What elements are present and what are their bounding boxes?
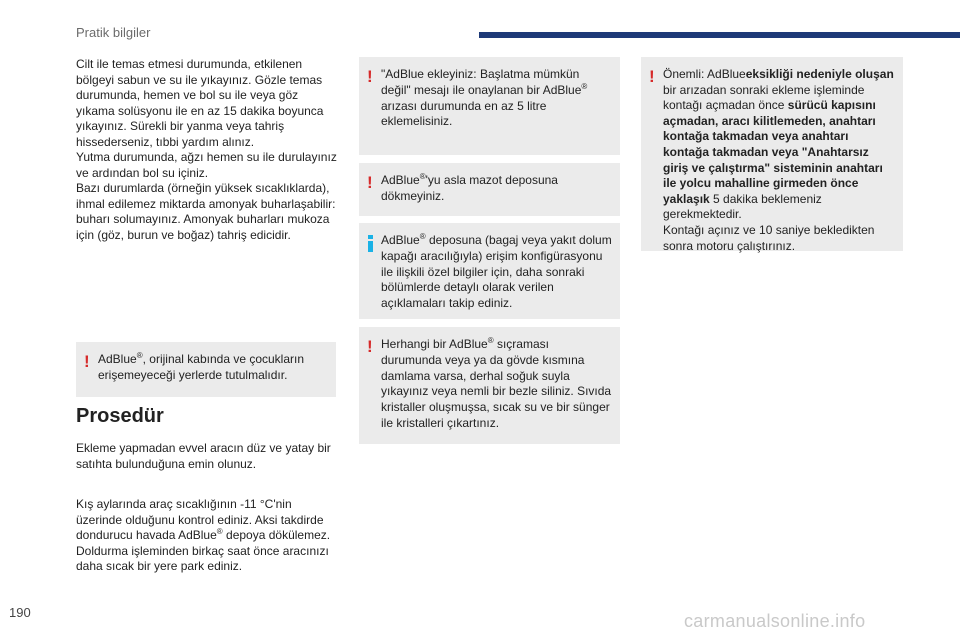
first-aid-text	[76, 57, 340, 243]
warning-icon: !	[367, 67, 373, 86]
page-number: 190	[9, 605, 31, 620]
note-text: Önemli: AdBlue	[663, 67, 746, 81]
paragraph-skin-eye-contact: Cilt ile temas etmesi durumunda, etkilenen bölgeyi sabun ve su ile yıkayınız. Gözle temas durumunda, hemen ve bol su ile veya göz yıkama solüsyonu ile en az 15 dakika boyunca yıkayınız. Sürekli bir yanma veya tahriş hissederseniz, tıbbi yardım alınız.	[76, 57, 324, 149]
section-header-title: Pratik bilgiler	[76, 25, 151, 40]
warning-note-children	[76, 342, 336, 397]
note-text: 5 dakika beklemeniz gerekmektedir.	[663, 191, 822, 222]
registered-mark: ®	[216, 527, 223, 536]
procedure-paragraph-winter	[76, 497, 340, 575]
note-bold-text: sürücü kapısını açmadan, aracı kilitlemeden, anahtarı kontağa takmadan veya anahtarı kontağa takmadan veya "Anahtarsız giriş ve çalıştırma" sisteminin anahtarı ile yolcu mahalline girmeden önce yaklaşık	[663, 98, 883, 206]
note-text: Kontağı açınız ve 10 saniye bekledikten sonra motoru çalıştırınız.	[663, 222, 875, 253]
note-text: AdBlue	[381, 233, 420, 247]
paragraph-ammonia-vapour: Bazı durumlarda (örneğin yüksek sıcaklıklarda), ihmal edilemez miktarda amonyak buharlaşabilir: buharı solumayınız. Amonyak buharları mukoza için (göz, burun ve boğaz) tahriş edicidir.	[76, 181, 336, 242]
warning-note-minimum-litres	[359, 57, 620, 155]
paragraph-swallowing: Yutma durumunda, ağzı hemen su ile durulayınız ve ardından bol su içiniz.	[76, 150, 337, 180]
registered-mark: ®	[581, 81, 588, 91]
warning-icon: !	[649, 67, 655, 86]
text-part: Kış aylarında araç sıcaklığının -11 °C'nin üzerinde olduğunu kontrol ediniz. Aksi takdirde dondurucu havada AdBlue	[76, 497, 324, 542]
registered-mark: ®	[419, 172, 426, 181]
text-part: depoya dökülemez. Doldurma işleminden birkaç saat önce aracınızı daha sıcak bir yere park ediniz.	[76, 528, 331, 573]
watermark: carmanualsonline.info	[684, 611, 866, 631]
warning-note-diesel-tank	[359, 163, 620, 216]
procedure-title: Prosedür	[76, 405, 164, 427]
note-text: AdBlue	[381, 173, 420, 187]
header-accent-bar	[479, 32, 960, 38]
registered-mark: ®	[419, 232, 426, 241]
note-text: arızası durumunda en az 5 litre eklemelisiniz.	[381, 98, 547, 129]
warning-icon: !	[84, 352, 90, 371]
note-text: Herhangi bir AdBlue	[381, 337, 488, 351]
warning-icon: !	[367, 337, 373, 356]
note-text: AdBlue	[98, 352, 137, 366]
note-bold-text: eksikliği nedeniyle oluşan	[745, 67, 894, 81]
warning-icon: !	[367, 173, 373, 192]
info-icon	[368, 235, 373, 252]
note-text: 'yu asla mazot deposuna dökmeyiniz.	[381, 173, 558, 203]
note-text: deposuna (bagaj veya yakıt dolum kapağı aracılığıyla) erişim konfigürasyonu ile ilişkili özel bilgiler için, daha sonraki bölümlerde detaylı olarak verilen açıklamaları takip ediniz.	[381, 233, 612, 311]
note-text: "AdBlue ekleyiniz: Başlatma mümkün değil" mesajı ile onaylanan bir AdBlue	[381, 67, 582, 97]
warning-note-important-wait	[641, 57, 903, 251]
note-text: bir arızadan sonraki ekleme işleminde kontağı açmadan önce	[663, 82, 865, 113]
registered-mark: ®	[136, 351, 143, 360]
procedure-paragraph-level-ground: Ekleme yapmadan evvel aracın düz ve yatay bir satıhta bulunduğuna emin olunuz.	[76, 441, 331, 471]
warning-note-splash	[359, 327, 620, 444]
info-note-tank-access	[359, 223, 620, 319]
note-text: sıçraması durumunda veya ya da gövde kısmına damlama varsa, derhal soğuk suyla yıkayınız veya nemli bir bezle siliniz. Sıvıda kristaller oluşmuşsa, sıcak su ve bir sünger ile kristalleri çıkartınız.	[381, 337, 612, 430]
registered-mark: ®	[487, 336, 494, 345]
note-text: , orijinal kabında ve çocukların erişemeyeceği yerlerde tutulmalıdır.	[98, 352, 305, 382]
